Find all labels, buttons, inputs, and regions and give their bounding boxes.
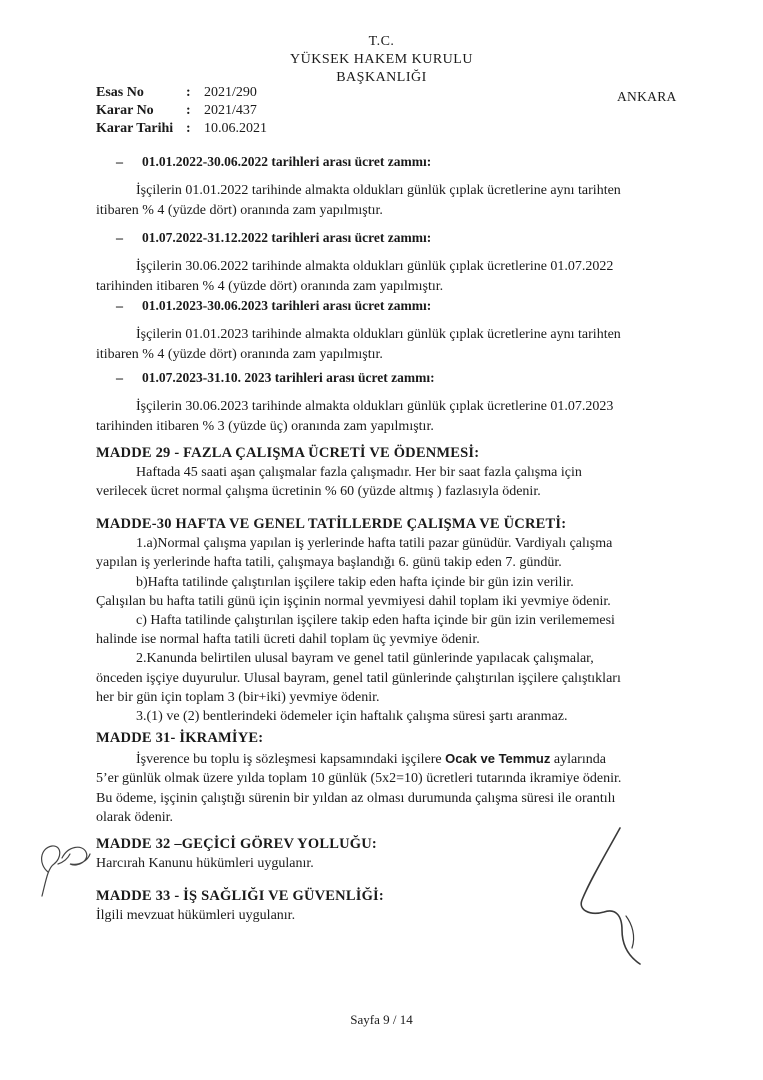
article-title: MADDE 32 –GEÇİCİ GÖREV YOLLUĞU: xyxy=(96,836,377,852)
karar-row xyxy=(96,102,267,120)
article-29 xyxy=(96,444,672,501)
dash: – xyxy=(116,155,123,170)
raise-line: İşçilerin 30.06.2022 tarihinde almakta oldukları günlük çıplak ücretlerine 01.07.2022 xyxy=(136,259,614,274)
raise-line: İşçilerin 01.01.2022 tarihinde almakta oldukları günlük çıplak ücretlerine aynı tarihten xyxy=(136,183,621,198)
tarih-value: 10.06.2021 xyxy=(204,121,267,136)
dash: – xyxy=(116,231,123,246)
esas-value: 2021/290 xyxy=(204,85,257,100)
dash: – xyxy=(116,371,123,386)
raise-section xyxy=(96,296,672,365)
esas-row xyxy=(96,84,267,102)
article-line: 2.Kanunda belirtilen ulusal bayram ve genel tatil günlerinde yapılacak çalışmalar, xyxy=(136,651,594,667)
article-line: 1.a)Normal çalışma yapılan iş yerlerinde hafta tatili pazar günüdür. Vardiyalı çalışma xyxy=(136,536,613,552)
page-number: Sayfa 9 / 14 xyxy=(350,1012,413,1027)
raise-line: itibaren % 4 (yüzde dört) oranında zam yapılmıştır. xyxy=(96,203,383,218)
article-line: verilecek ücret normal çalışma ücretinin % 60 (yüzde altmış ) fazlasıyla ödenir. xyxy=(96,484,541,499)
article-title: MADDE-30 HAFTA VE GENEL TATİLLERDE ÇALIŞMA VE ÜCRETİ: xyxy=(96,516,567,532)
article-line: olarak ödenir. xyxy=(96,810,173,825)
raise-heading: 01.01.2023-30.06.2023 tarihleri arası ücret zammı: xyxy=(142,298,432,313)
karar-value: 2021/437 xyxy=(204,103,257,118)
article-text: aylarında xyxy=(550,751,606,767)
article-line: halinde ise normal hafta tatili ücreti dahil toplam üç yevmiye ödenir. xyxy=(96,632,480,648)
header-institution: YÜKSEK HAKEM KURULU xyxy=(290,52,473,67)
raise-line: tarihinden itibaren % 3 (yüzde üç) oranında zam yapılmıştır. xyxy=(96,419,434,434)
article-title: MADDE 31- İKRAMİYE: xyxy=(96,730,264,746)
article-line: İlgili mevzuat hükümleri uygulanır. xyxy=(96,908,296,923)
raise-heading-row xyxy=(96,296,672,317)
article-title: MADDE 29 - FAZLA ÇALIŞMA ÜCRETİ VE ÖDENMESİ: xyxy=(96,445,480,461)
raise-section xyxy=(96,368,672,437)
tarih-row xyxy=(96,120,267,138)
handwritten-signature xyxy=(560,820,670,970)
article-line: önceden işçiye duyurulur. Ulusal bayram, genel tatil günlerinde çalıştırılan işçilere çalıştıkları xyxy=(96,670,621,686)
article-line: b)Hafta tatilinde çalıştırılan işçilere takip eden hafta içinde bir gün izin verilir. xyxy=(136,574,574,590)
article-line: Bu ödeme, işçinin çalıştığı sürenin bir yıldan az olması durumunda çalışma süresi ile orantılı xyxy=(96,790,616,806)
article-line: Harcırah Kanunu hükümleri uygulanır. xyxy=(96,856,314,871)
header-tc: T.C. xyxy=(368,34,395,49)
esas-label: Esas No xyxy=(96,85,144,100)
raise-line: İşçilerin 30.06.2023 tarihinde almakta oldukları günlük çıplak ücretlerine 01.07.2023 xyxy=(136,399,614,414)
article-line: Çalışılan bu hafta tatili günü için işçinin normal yevmiyesi dahil toplam iki yevmiye ödenir. xyxy=(96,593,611,609)
tarih-label: Karar Tarihi xyxy=(96,121,174,136)
article-31 xyxy=(96,729,672,828)
city: ANKARA xyxy=(617,89,677,104)
raise-section xyxy=(96,228,672,297)
raise-line: İşçilerin 01.01.2023 tarihinde almakta oldukları günlük çıplak ücretlerine aynı tarihten xyxy=(136,327,621,342)
article-line xyxy=(96,749,672,770)
dash: – xyxy=(116,299,123,314)
raise-section xyxy=(96,152,672,221)
raise-line: tarihinden itibaren % 4 (yüzde dört) oranında zam yapılmıştır. xyxy=(96,279,444,294)
colon: : xyxy=(186,121,191,136)
article-line: 5’er günlük olmak üzere yılda toplam 10 günlük (5x2=10) ücretleri tutarında ikramiye ödenir. xyxy=(96,771,622,786)
header-department: BAŞKANLIĞI xyxy=(336,70,427,85)
article-line: Haftada 45 saati aşan çalışmalar fazla çalışmadır. Her bir saat fazla çalışma için xyxy=(136,465,582,480)
article-line: her bir gün için toplam 3 (bir+iki) yevmiye ödenir. xyxy=(96,689,380,705)
raise-heading-row xyxy=(96,368,672,389)
karar-label: Karar No xyxy=(96,103,154,118)
raise-line: itibaren % 4 (yüzde dört) oranında zam yapılmıştır. xyxy=(96,347,383,362)
raise-heading-row xyxy=(96,152,672,173)
raise-heading: 01.07.2023-31.10. 2023 tarihleri arası ücret zammı: xyxy=(142,370,435,385)
colon: : xyxy=(186,85,191,100)
raise-heading: 01.07.2022-31.12.2022 tarihleri arası ücret zammı: xyxy=(142,230,432,245)
months-emphasis: Ocak ve Temmuz xyxy=(445,750,551,766)
article-line: c) Hafta tatilinde çalıştırılan işçilere takip eden hafta içinde bir gün izin verilememesi xyxy=(136,613,615,629)
raise-heading: 01.01.2022-30.06.2022 tarihleri arası ücret zammı: xyxy=(142,154,432,169)
article-30 xyxy=(96,515,672,726)
raise-heading-row xyxy=(96,228,672,249)
article-line: yapılan iş yerlerinde hafta tatili, çalışmaya başlandığı 6. günü takip eden 7. gündür. xyxy=(96,555,562,571)
handwritten-initials xyxy=(28,824,98,904)
article-text: İşverence bu toplu iş sözleşmesi kapsamındaki işçilere xyxy=(136,751,446,767)
article-line: 3.(1) ve (2) bentlerindeki ödemeler için haftalık çalışma süresi şartı aranmaz. xyxy=(136,709,568,725)
colon: : xyxy=(186,103,191,118)
article-title: MADDE 33 - İŞ SAĞLIĞI VE GÜVENLİĞİ: xyxy=(96,888,384,904)
case-meta xyxy=(96,84,267,138)
